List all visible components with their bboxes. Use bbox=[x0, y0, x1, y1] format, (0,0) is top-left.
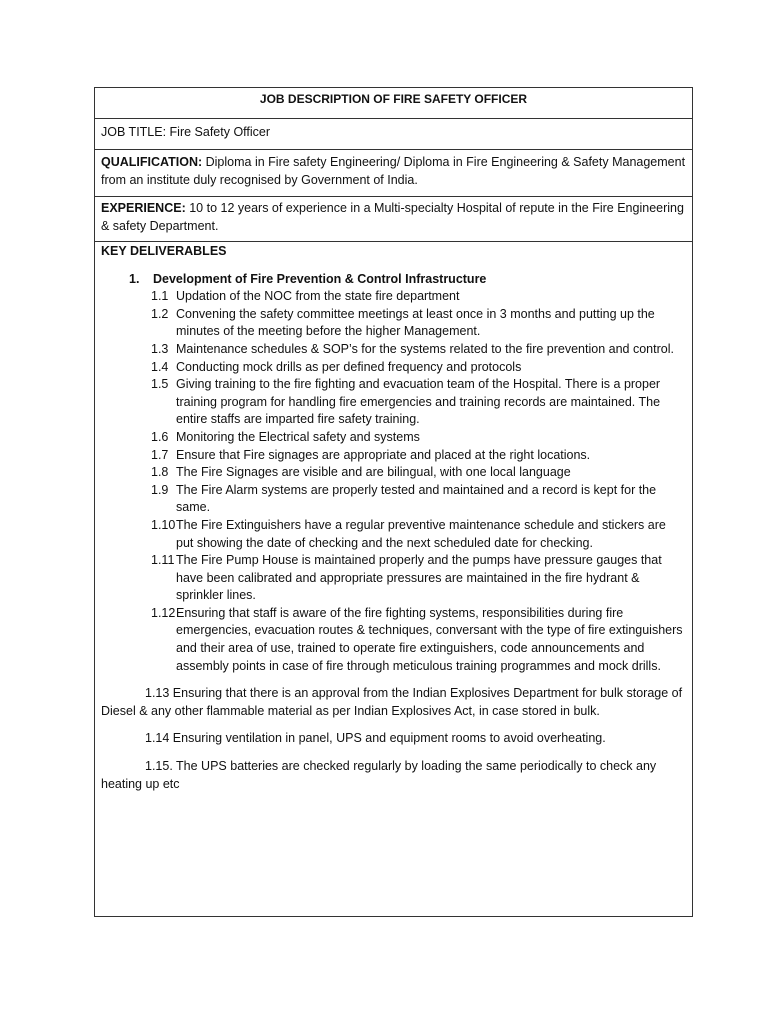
list-item-text: Updation of the NOC from the state fire department bbox=[176, 289, 460, 304]
list-item-text: Monitoring the Electrical safety and systems bbox=[176, 429, 420, 444]
paragraph-1-13: 1.13 Ensuring that there is an approval from the Indian Explosives Department for bulk storage of Diesel & any other flammable material as per Indian Explosives Act, in case stored in bulk. bbox=[101, 686, 683, 718]
list-item-number: 1.10 bbox=[151, 517, 176, 532]
list-item bbox=[101, 376, 686, 429]
list-item-text: Conducting mock drills as per defined frequency and protocols bbox=[176, 359, 522, 374]
section-title: Development of Fire Prevention & Control Infrastructure bbox=[153, 271, 487, 286]
list-item-number: 1.5 bbox=[151, 377, 169, 392]
paragraph-1-15: 1.15. The UPS batteries are checked regularly by loading the same periodically to check any heating up etc bbox=[101, 759, 657, 791]
list-item bbox=[101, 306, 686, 341]
list-item bbox=[101, 464, 686, 482]
list-item-text: Convening the safety committee meetings at least once in 3 months and putting up the minutes of the meeting before the higher Management. bbox=[176, 306, 655, 339]
list-item bbox=[101, 482, 686, 517]
list-item-text: Ensuring that staff is aware of the fire fighting systems, responsibilities during fire emergencies, evacuation routes & techniques, conversant with the type of fire extinguishers and their area of use, trained to operate fire extinguishers, code announcements and assembly points in case of fire through meticulous training programmes and mock drills. bbox=[176, 605, 683, 673]
list-item-text: Ensure that Fire signages are appropriate and placed at the right locations. bbox=[176, 447, 591, 462]
qualification-label: QUALIFICATION: bbox=[101, 155, 203, 169]
list-item-number: 1.3 bbox=[151, 341, 169, 356]
key-deliverables-heading: KEY DELIVERABLES bbox=[101, 244, 227, 258]
section-heading bbox=[101, 271, 686, 289]
list-item bbox=[101, 288, 686, 306]
qualification-text: Diploma in Fire safety Engineering/ Diploma in Fire Engineering & Safety Management from an institute duly recognised by Government of India. bbox=[101, 155, 686, 187]
list-item-text: The Fire Signages are visible and are bilingual, with one local language bbox=[176, 465, 571, 480]
list-item-number: 1.7 bbox=[151, 447, 169, 462]
list-item bbox=[101, 517, 686, 552]
list-item bbox=[101, 429, 686, 447]
section-number: 1. bbox=[129, 271, 140, 286]
list-item-number: 1.1 bbox=[151, 289, 169, 304]
list-item bbox=[101, 552, 686, 605]
paragraph-1-14: 1.14 Ensuring ventilation in panel, UPS and equipment rooms to avoid overheating. bbox=[145, 731, 606, 746]
list-item-number: 1.12 bbox=[151, 605, 176, 620]
qualification-cell bbox=[95, 150, 692, 197]
list-item-text: Giving training to the fire fighting and evacuation team of the Hospital. There is a proper training program for handling fire emergencies and training records are maintained. The entire staffs are imparted fire safety training. bbox=[176, 377, 661, 427]
list-item-number: 1.4 bbox=[151, 359, 169, 374]
deliverables-list bbox=[101, 288, 686, 675]
list-item-number: 1.9 bbox=[151, 482, 169, 497]
experience-label: EXPERIENCE: bbox=[101, 201, 186, 215]
list-item-number: 1.6 bbox=[151, 429, 169, 444]
job-description-table bbox=[94, 87, 693, 917]
list-item-text: The Fire Extinguishers have a regular preventive maintenance schedule and stickers are put showing the date of checking and the next scheduled date for checking. bbox=[176, 517, 666, 550]
list-item bbox=[101, 447, 686, 465]
job-title: JOB TITLE: Fire Safety Officer bbox=[95, 119, 692, 150]
list-item-number: 1.2 bbox=[151, 306, 169, 321]
key-deliverables-cell bbox=[95, 242, 692, 793]
list-item bbox=[101, 341, 686, 359]
document-title: JOB DESCRIPTION OF FIRE SAFETY OFFICER bbox=[95, 88, 692, 119]
list-item-text: The Fire Alarm systems are properly tested and maintained and a record is kept for the same. bbox=[176, 482, 657, 515]
list-item-text: Maintenance schedules & SOP’s for the systems related to the fire prevention and control. bbox=[176, 341, 674, 356]
list-item-number: 1.11 bbox=[151, 553, 175, 568]
list-item bbox=[101, 359, 686, 377]
list-item-number: 1.8 bbox=[151, 465, 169, 480]
experience-text: 10 to 12 years of experience in a Multi-specialty Hospital of repute in the Fire Engineering & safety Department. bbox=[101, 201, 684, 233]
list-item-text: The Fire Pump House is maintained properly and the pumps have pressure gauges that have been calibrated and appropriate pressures are maintained in the fire hydrant & sprinkler lines. bbox=[176, 553, 662, 603]
list-item bbox=[101, 605, 686, 675]
experience-cell bbox=[95, 197, 692, 242]
